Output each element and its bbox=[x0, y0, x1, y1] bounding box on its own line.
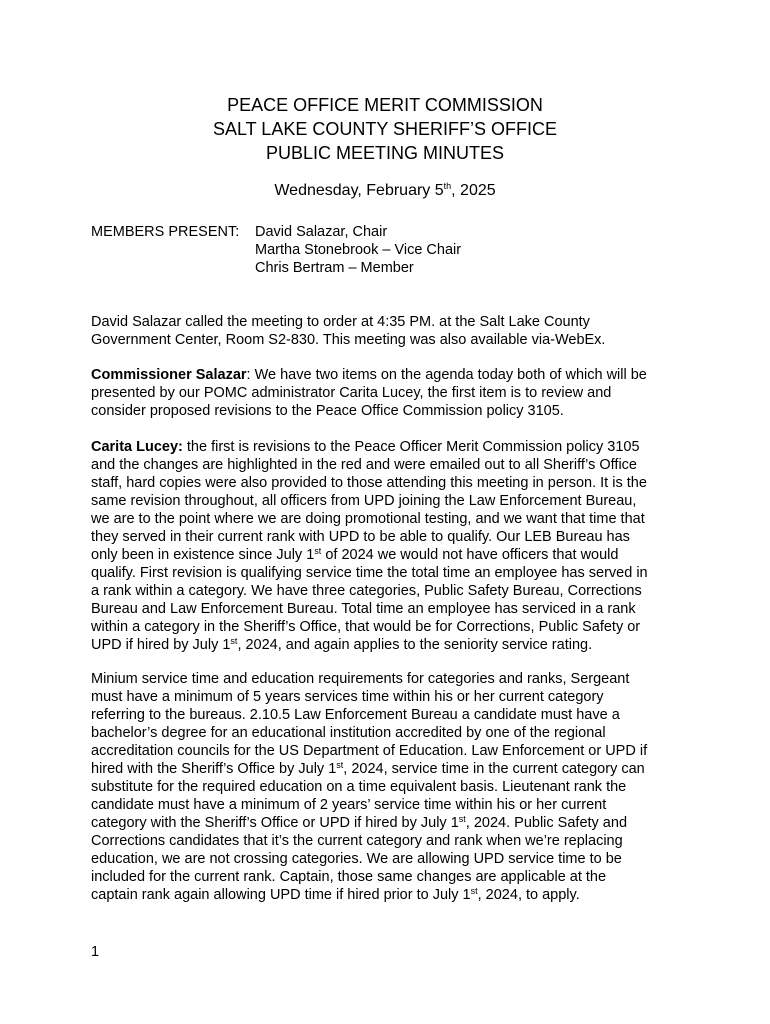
member-item: Martha Stonebrook – Vice Chair bbox=[255, 242, 462, 258]
meeting-date: Wednesday, February 5th, 2025 bbox=[274, 181, 496, 199]
requirements-paragraph: Minium service time and education requirements for categories and ranks, Sergeant must have a minimum of 5 years services time within his or her current category referring to the bureaus. 2.10.5 Law Enforcement Bureau a candidate must have a bachelor’s degree for an educational institution accredited by one of the regional accreditation councils for the US Department of Education. Law Enforcement or UPD if hired with the Sheriff’s Office by July 1st, 2024, service time in the current category can substitute for the required education on a time equivalent basis. Lieutenant rank the candidate must have a minimum of 2 years’ service time within his or her current category with the Sheriff’s Office or UPD if hired by July 1st, 2024. Public Safety and Corrections candidates that it’s the current category and rank when we’re replacing education, we are not crossing categories. We are allowing UPD service time to be included for the current rank. Captain, those same changes are applicable at the captain rank again allowing UPD time if hired prior to July 1st, 2024, to apply. bbox=[91, 671, 648, 903]
members-list bbox=[255, 223, 461, 277]
commission-title: PEACE OFFICE MERIT COMMISSION bbox=[227, 95, 543, 115]
members-label: MEMBERS PRESENT: bbox=[91, 224, 240, 240]
call-to-order-paragraph: David Salazar called the meeting to order at 4:35 PM. at the Salt Lake County Government Center, Room S2-830. This meeting was also available via-WebEx. bbox=[91, 314, 606, 348]
office-title: SALT LAKE COUNTY SHERIFF’S OFFICE bbox=[212, 119, 558, 139]
speaker-name: Carita Lucey: bbox=[91, 439, 183, 455]
commissioner-salazar-paragraph: Commissioner Salazar: We have two items on the agenda today both of which will be presented by our POMC administrator Carita Lucey, the first item is to review and consider proposed revisions to the Peace Office Commission policy 3105. bbox=[91, 367, 647, 419]
minutes-title: PUBLIC MEETING MINUTES bbox=[265, 143, 505, 163]
member-item: Chris Bertram – Member bbox=[255, 260, 414, 276]
member-item: David Salazar, Chair bbox=[255, 224, 388, 240]
speaker-name: Commissioner Salazar bbox=[91, 367, 247, 383]
carita-lucey-paragraph: Carita Lucey: the first is revisions to the Peace Officer Merit Commission policy 3105 and the changes are highlighted in the red and were emailed out to all Sheriff’s Office staff, hard copies were also provided to those attending this meeting in person. It is the same revision throughout, all officers from UPD joining the Law Enforcement Bureau, we are to the point where we are doing promotional testing, and we want that time that they served in their current rank with UPD to be able to qualify. Our LEB Bureau has only been in existence since July 1st of 2024 we would not have officers that would qualify. First revision is qualifying service time the total time an employee has served in a rank within a category. We have three categories, Public Safety Bureau, Corrections Bureau and Law Enforcement Bureau. Total time an employee has serviced in a rank within a category in the Sheriff’s Office, that would be for Corrections, Public Safety or UPD if hired by July 1st, 2024, and again applies to the seniority service rating. bbox=[91, 439, 648, 653]
page-number: 1 bbox=[91, 944, 100, 960]
